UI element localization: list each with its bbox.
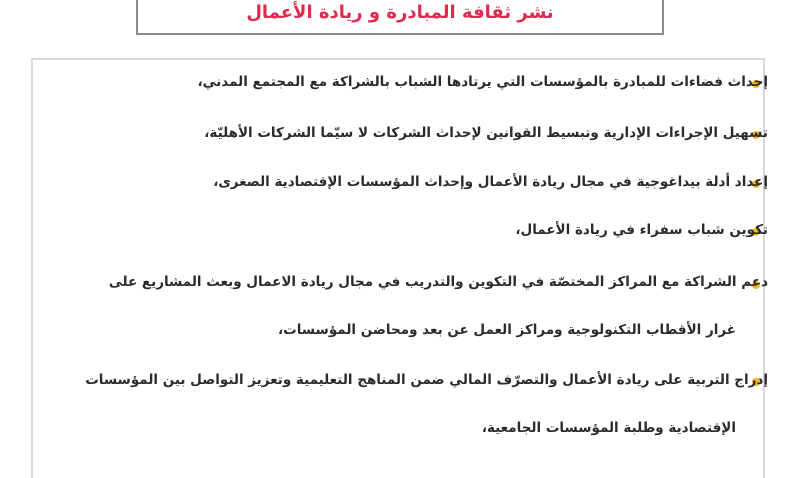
- list-item: إدراج التربية على ريادة الأعمال والتصرّف المالي ضمن المناهج التعليمية وتعزيز التواصل بين المؤسسات: [85, 372, 768, 388]
- list-item: دعم الشراكة مع المراكز المختصّة في التكوين والتدريب في مجال ريادة الاعمال وبعث المشاريع على: [108, 274, 768, 290]
- list-item: إعداد أدلة بيداغوجية في مجال ريادة الأعمال وإحداث المؤسسات الإقتصادية الصغرى،: [213, 174, 768, 190]
- content-frame: [31, 58, 765, 478]
- list-item: تسهيل الإجراءات الإدارية وتبسيط القوانين لإحداث الشركات لا سيّما الشركات الأهليّة،: [204, 125, 768, 141]
- list-item-continuation: الإقتصادية وطلبة المؤسسات الجامعية،: [481, 420, 736, 436]
- list-item-continuation: غرار الأقطاب التكنولوجية ومراكز العمل عن بعد ومحاضن المؤسسات،: [278, 322, 736, 338]
- list-item: تكوين شباب سفراء في ريادة الأعمال،: [515, 222, 768, 238]
- section-header: [136, 0, 664, 35]
- list-item: إحداث فضاءات للمبادرة بالمؤسسات التي يرتادها الشباب بالشراكة مع المجتمع المدني،: [197, 74, 768, 90]
- page-title: نشر ثقافة المبادرة و ريادة الأعمال: [246, 2, 554, 23]
